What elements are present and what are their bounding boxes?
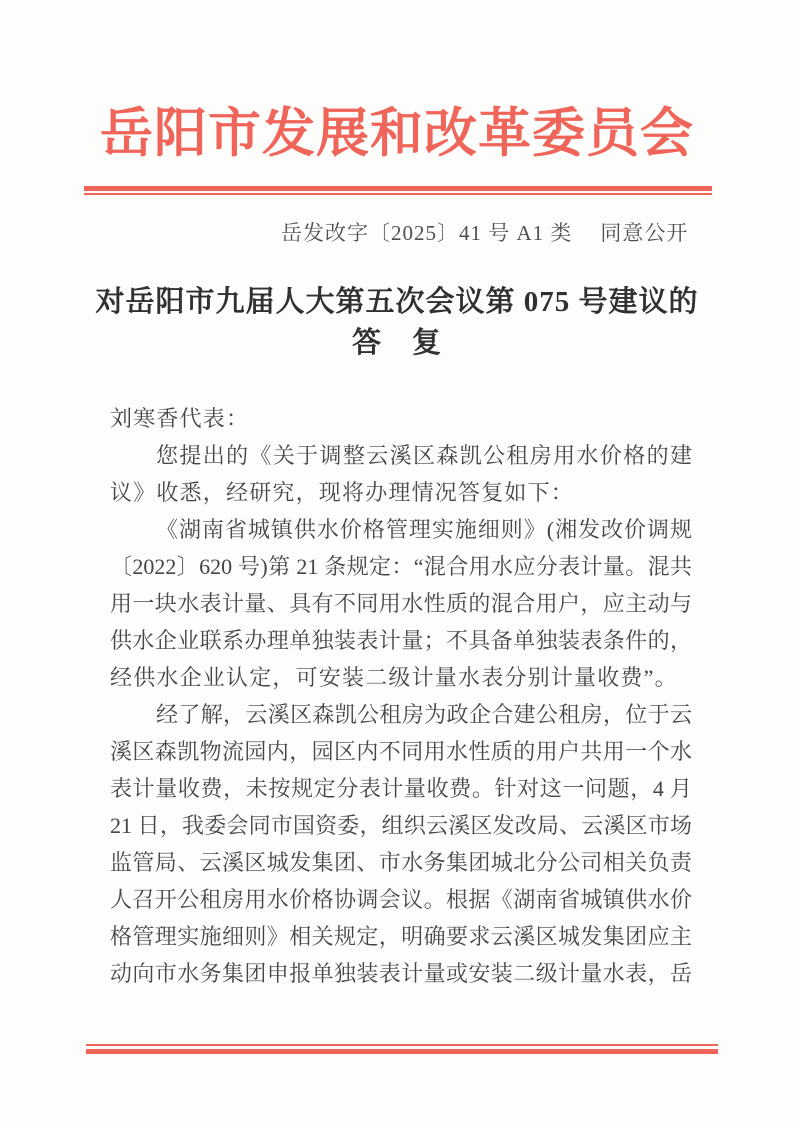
body-line: 经了解，云溪区森凯公租房为政企合建公租房，位于云 (156, 702, 692, 727)
body-line: 刘寒香代表： (110, 406, 250, 431)
title-line-1: 对岳阳市九届人大第五次会议第 075 号建议的 (95, 286, 699, 318)
body-line: 〔2022〕620 号)第 21 条规定：“混合用水应分表计量。混共 (110, 554, 692, 579)
body-line: 21 日，我委会同市国资委，组织云溪区发改局、云溪区市场 (110, 813, 692, 838)
body-line: 《湖南省城镇供水价格管理实施细则》(湘发改价调规 (156, 517, 692, 542)
footer-divider (86, 1044, 718, 1054)
body-line: 人召开公租房用水价格协调会议。根据《湖南省城镇供水价 (110, 887, 692, 912)
body-line: 您提出的《关于调整云溪区森凯公租房用水价格的建 (156, 443, 692, 468)
doc-reference-line (281, 218, 688, 248)
body-line: 动向市水务集团申报单独装表计量或安装二级计量水表，岳 (110, 961, 692, 986)
title-line-2: 答 复 (351, 327, 442, 359)
document-title (88, 282, 706, 364)
document-body (110, 400, 692, 992)
body-line: 议》收悉，经研究，现将办理情况答复如下： (110, 480, 575, 505)
body-line: 用一块水表计量、具有不同用水性质的混合用户，应主动与 (110, 591, 692, 616)
body-line: 表计量收费，未按规定分表计量收费。针对这一问题，4 月 (110, 776, 692, 801)
body-line: 溪区森凯物流园内，园区内不同用水性质的用户共用一个水 (110, 739, 692, 764)
body-line: 监管局、云溪区城发集团、市水务集团城北分公司相关负责 (110, 850, 692, 875)
letterhead-divider (84, 186, 712, 195)
body-line: 经供水企业认定，可安装二级计量水表分别计量收费”。 (110, 665, 678, 690)
body-line: 供水企业联系办理单独装表计量；不具备单独装表条件的， (110, 628, 692, 653)
agency-letterhead: 岳阳市发展和改革委员会 (100, 105, 694, 163)
disclosure-label: 同意公开 (600, 221, 689, 245)
doc-reference-number: 岳发改字〔2025〕41 号 A1 类 (281, 221, 573, 245)
body-line: 格管理实施细则》相关规定，明确要求云溪区城发集团应主 (110, 924, 692, 949)
